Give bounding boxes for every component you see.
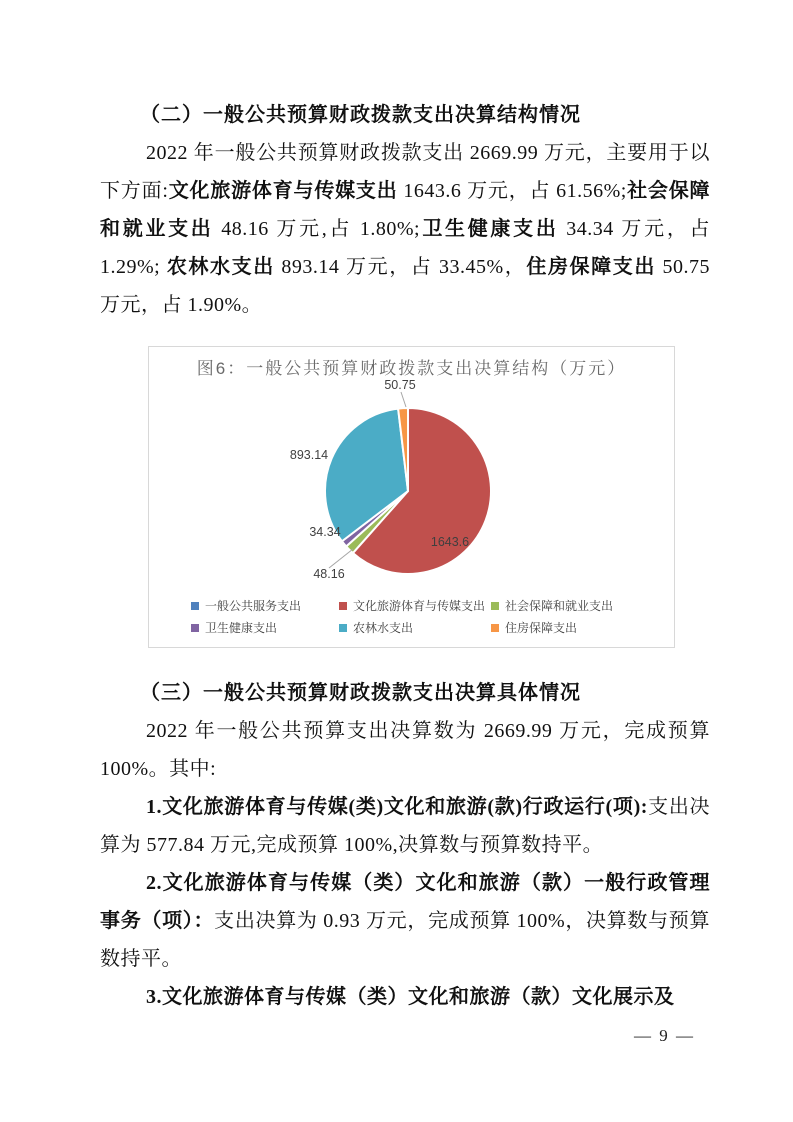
emphasis-text: 3.文化旅游体育与传媒（类）文化和旅游（款）文化展示及 <box>146 986 675 1008</box>
data-label-agriculture-water: 893.14 <box>289 448 329 462</box>
legend-label: 卫生健康支出 <box>205 621 278 635</box>
emphasis-text: 文化旅游体育与传媒支出 <box>168 180 398 202</box>
emphasis-text: 卫生健康支出 <box>420 218 559 240</box>
body-text: 支出决算为 0.93 万元，完成预算 100%，决算数与预算数持平。 <box>100 910 711 970</box>
chart-legend <box>191 597 673 636</box>
body-text: 893.14 万元，占 33.45%， <box>274 256 527 278</box>
paragraph-item-2 <box>100 864 710 978</box>
legend-label: 住房保障支出 <box>505 621 578 635</box>
emphasis-text: 农林水支出 <box>166 256 275 278</box>
body-text: 2022 年一般公共预算财政拨款支出 2669.99 万元，主要用于以下方面: <box>100 142 710 202</box>
legend-label: 社会保障和就业支出 <box>505 599 614 613</box>
legend-marker-green-icon <box>491 602 499 610</box>
chart-title: 图6：一般公共预算财政拨款支出决算结构（万元） <box>196 359 627 378</box>
emphasis-text: 社会保障和就业支出 <box>100 180 710 240</box>
body-text: 1643.6 万元，占 61.56%; <box>397 180 627 202</box>
leader-line-social-security <box>329 549 353 568</box>
paragraph-structure <box>100 134 710 324</box>
legend-marker-purple-icon <box>191 624 199 632</box>
legend-marker-teal-icon <box>339 624 347 632</box>
chart-figure <box>148 346 675 648</box>
legend-item-health <box>191 619 339 636</box>
body-text: 34.34 万元，占 1.29%; <box>100 218 711 278</box>
body-text: 48.16 万元,占 1.80%; <box>213 218 421 240</box>
body-text: 50.75 万元，占 1.90%。 <box>100 256 711 316</box>
legend-label: 一般公共服务支出 <box>205 599 302 613</box>
section-heading-structure: （二）一般公共预算财政拨款支出决算结构情况 <box>140 104 581 126</box>
data-label-housing: 50.75 <box>384 378 416 392</box>
page-number: — 9 — <box>634 1026 695 1045</box>
paragraph-item-3 <box>100 978 710 1016</box>
data-label-health: 34.34 <box>309 525 341 539</box>
legend-item-social-security <box>491 597 673 614</box>
body-text: 2022 年一般公共预算支出决算数为 2669.99 万元，完成预算 100%。其中: <box>100 720 710 780</box>
legend-label: 文化旅游体育与传媒支出 <box>353 599 486 613</box>
legend-item-general-public-service <box>191 597 339 614</box>
legend-marker-blue-icon <box>191 602 199 610</box>
legend-item-culture-tourism <box>339 597 491 614</box>
legend-marker-red-icon <box>339 602 347 610</box>
emphasis-text: 住房保障支出 <box>526 256 656 278</box>
data-label-social-security: 48.16 <box>313 567 345 581</box>
legend-item-agriculture-water <box>339 619 491 636</box>
paragraph-item-1 <box>100 788 710 864</box>
paragraph-total <box>100 712 710 788</box>
leader-line-housing <box>401 392 406 407</box>
emphasis-text: 1.文化旅游体育与传媒(类)文化和旅游(款)行政运行(项): <box>146 796 648 818</box>
section-heading-details: （三）一般公共预算财政拨款支出决算具体情况 <box>140 682 581 704</box>
legend-marker-orange-icon <box>491 624 499 632</box>
data-label-culture-tourism: 1643.6 <box>430 535 470 549</box>
legend-label: 农林水支出 <box>353 621 414 635</box>
pie-slices <box>325 408 491 574</box>
emphasis-text: 2.文化旅游体育与传媒（类）文化和旅游（款）一般行政管理事务（项）： <box>100 872 710 932</box>
legend-item-housing <box>491 619 673 636</box>
body-text: 支出决算为 577.84 万元,完成预算 100%,决算数与预算数持平。 <box>100 796 711 856</box>
